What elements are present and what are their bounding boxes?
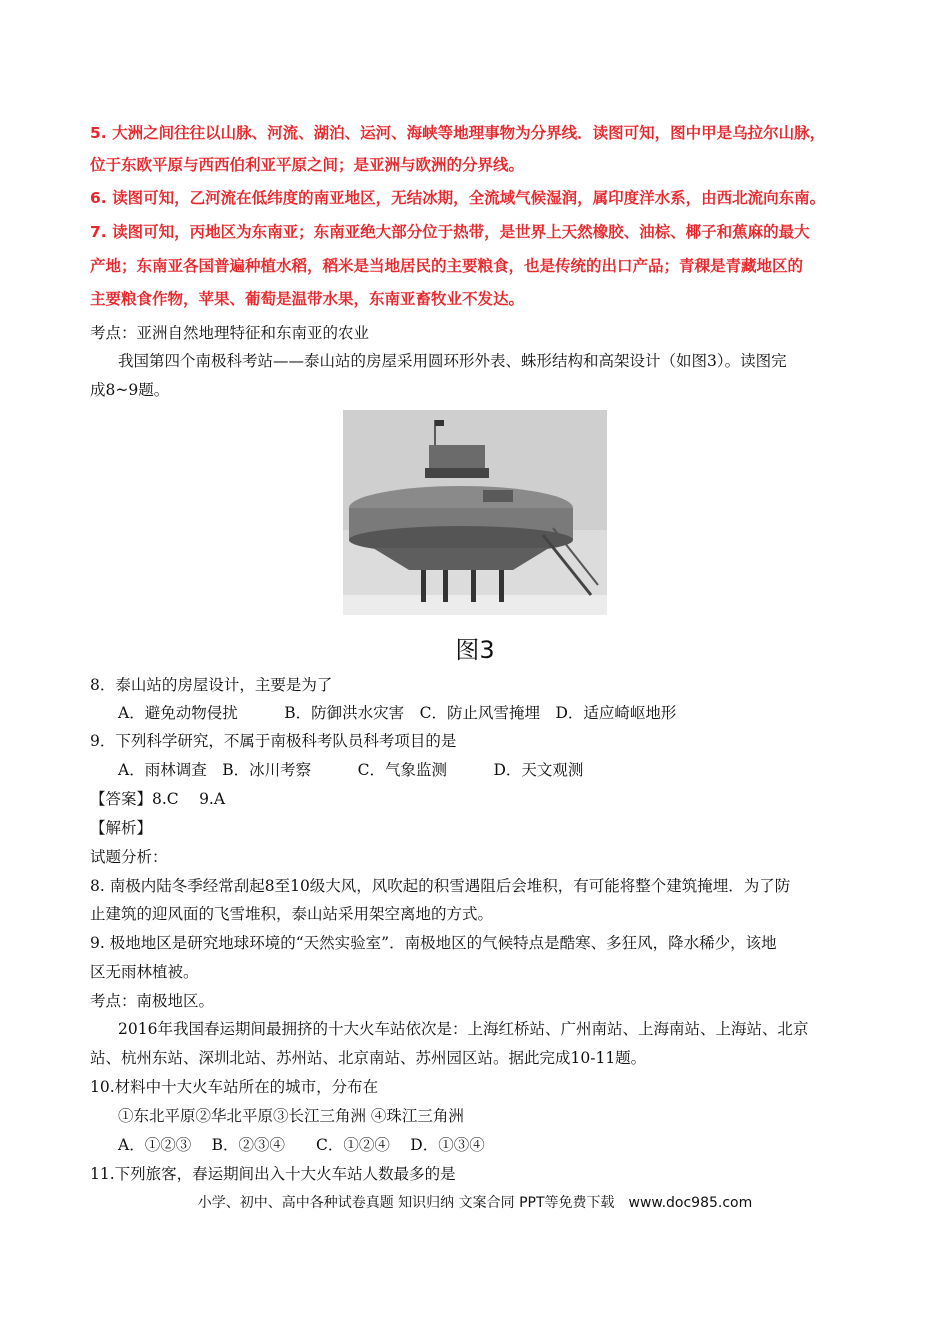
- question-8-options: A．避免动物侵扰 B．防御洪水灾害 C．防止风雪掩埋 D．适应崎岖地形: [118, 704, 677, 722]
- answer-red-line-3: 6. 读图可知，乙河流在低纬度的南亚地区，无结冰期，全流域气候湿润，属印度洋水系，由西北流向东南。: [90, 189, 826, 207]
- explanation-8-line-2: 止建筑的迎风面的飞雪堆积，泰山站采用架空离地的方式。: [90, 905, 494, 923]
- answer-red-line-1: 5. 大洲之间往往以山脉、河流、湖泊、运河、海峡等地理事物为分界线．读图可知，图中甲是乌拉尔山脉，: [90, 124, 826, 142]
- analysis-label: 【解析】: [90, 819, 153, 837]
- intro-2-line-2: 站、杭州东站、深圳北站、苏州站、北京南站、苏州园区站。据此完成10-11题。: [90, 1049, 647, 1067]
- analysis-heading: 试题分析：: [90, 848, 168, 866]
- explanation-8-line-1: 8. 南极内陆冬季经常刮起8至10级大风，风吹起的积雪遇阻后会堆积，有可能将整个建筑掩埋．为了防: [90, 877, 791, 895]
- answer-red-line-2: 位于东欧平原与西西伯利亚平原之间；是亚洲与欧洲的分界线。: [90, 156, 525, 174]
- question-11: 11.下列旅客，春运期间出入十大火车站人数最多的是: [90, 1165, 456, 1183]
- intro-1-line-1: 我国第四个南极科考站——泰山站的房屋采用圆环形外表、蛛形结构和高架设计（如图3）。读图完: [118, 352, 787, 370]
- answer-red-line-5: 产地；东南亚各国普遍种植水稻，稻米是当地居民的主要粮食，也是传统的出口产品；青稞是青藏地区的: [90, 257, 804, 275]
- figure-3: [343, 410, 607, 666]
- figure-caption: 图3: [455, 636, 495, 664]
- question-10-options: A．①②③ B．②③④ C．①②④ D．①③④: [118, 1136, 485, 1154]
- question-10-items: ①东北平原②华北平原③长江三角洲 ④珠江三角洲: [118, 1107, 464, 1125]
- kaodian-1: 考点：亚洲自然地理特征和东南亚的农业: [90, 324, 370, 342]
- answer-label: 【答案】8.C 9.A: [90, 790, 226, 808]
- explanation-9-line-2: 区无雨林植被。: [90, 963, 199, 981]
- explanation-9-line-1: 9. 极地地区是研究地球环境的“天然实验室”．南极地区的气候特点是酷寒、多狂风，降水稀少，该地: [90, 934, 777, 952]
- question-8: 8．泰山站的房屋设计，主要是为了: [90, 676, 333, 694]
- station-photo: [343, 410, 607, 666]
- kaodian-2: 考点：南极地区。: [90, 992, 215, 1010]
- intro-2-line-1: 2016年我国春运期间最拥挤的十大火车站依次是：上海红桥站、广州南站、上海南站、上海站、北京: [118, 1020, 809, 1038]
- question-9: 9．下列科学研究，不属于南极科考队员科考项目的是: [90, 732, 457, 750]
- footer-advert: 小学、初中、高中各种试卷真题 知识归纳 文案合同 PPT等免费下载 www.doc985.com: [197, 1195, 753, 1211]
- answer-red-line-4: 7. 读图可知，丙地区为东南亚；东南亚绝大部分位于热带，是世界上天然橡胶、油棕、椰子和蕉麻的最大: [90, 223, 810, 241]
- intro-1-line-2: 成8~9题。: [90, 381, 170, 399]
- question-9-options: A．雨林调查 B．冰川考察 C．气象监测 D．天文观测: [118, 761, 584, 779]
- question-10: 10.材料中十大火车站所在的城市，分布在: [90, 1078, 379, 1096]
- answer-red-line-6: 主要粮食作物，苹果、葡萄是温带水果，东南亚畜牧业不发达。: [90, 290, 525, 308]
